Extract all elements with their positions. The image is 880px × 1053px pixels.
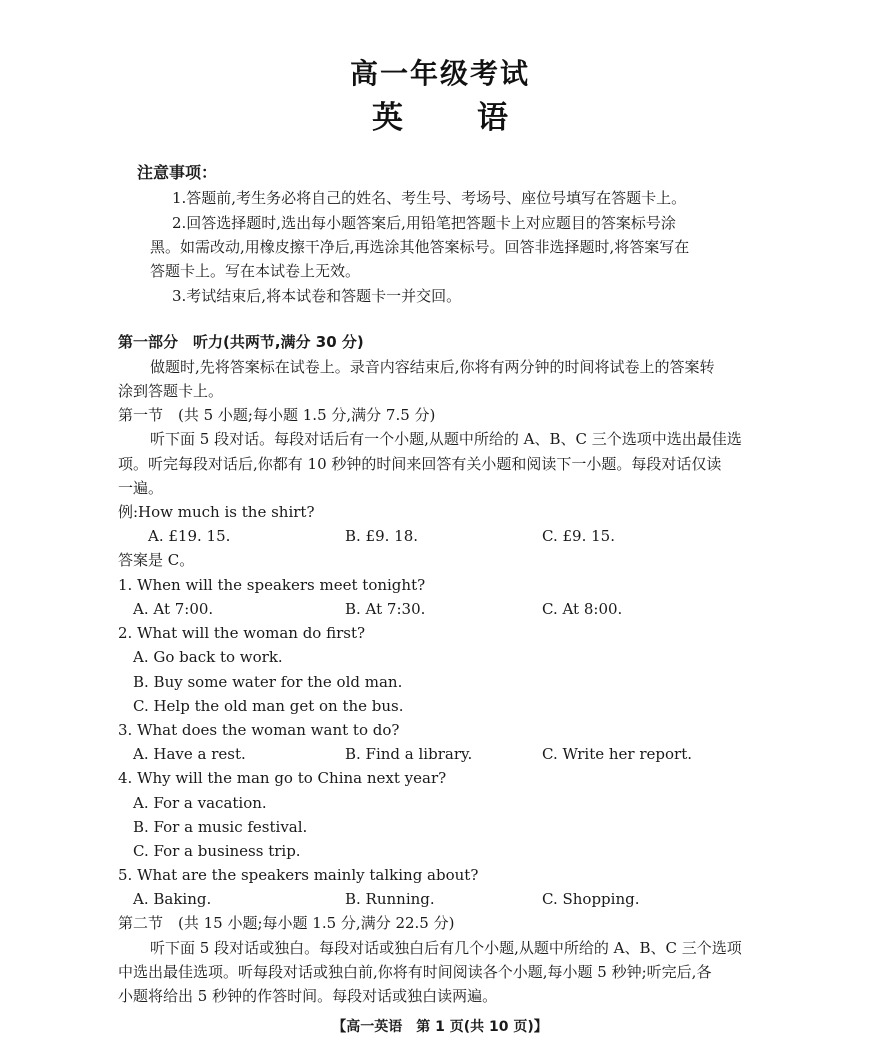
q5-option-c: C. Shopping. [542,890,640,908]
subject-title [0,92,880,137]
section1-intro: 听下面 5 段对话。每段对话后有一个小题,从题中所给的 A、B、C 三个选项中选出最佳选 [150,430,742,448]
example-option-a: A. £19. 15. [148,527,231,545]
notice-item: 3.考试结束后,将本试卷和答题卡一并交回。 [172,287,462,305]
part1-intro: 做题时,先将答案标在试卷上。录音内容结束后,你将有两分钟的时间将试卷上的答案转 [150,358,715,376]
subject-char-2: 语 [477,100,508,136]
part1-intro: 涂到答题卡上。 [118,382,224,400]
section2-intro: 小题将给出 5 秒钟的作答时间。每段对话或独白读两遍。 [118,987,498,1005]
q3-option-b: B. Find a library. [345,745,473,763]
section2-intro: 中选出最佳选项。听每段对话或独白前,你将有时间阅读各个小题,每小题 5 秒钟;听完后,各 [118,963,712,981]
q4-option-a: A. For a vacation. [133,794,267,812]
example-option-b: B. £9. 18. [345,527,419,545]
q1-option-c: C. At 8:00. [542,600,623,618]
part1-heading: 第一部分 听力(共两节,满分 30 分) [118,333,364,351]
q1-option-b: B. At 7:30. [345,600,426,618]
q3-option-a: A. Have a rest. [133,745,246,763]
q5-option-b: B. Running. [345,890,435,908]
question-3: 3. What does the woman want to do? [118,721,400,739]
question-5: 5. What are the speakers mainly talking about? [118,866,479,884]
notice-item: 1.答题前,考生务必将自己的姓名、考生号、考场号、座位号填写在答题卡上。 [172,189,687,207]
section2-intro: 听下面 5 段对话或独白。每段对话或独白后有几个小题,从题中所给的 A、B、C 三个选项 [150,939,742,957]
q4-option-b: B. For a music festival. [133,818,308,836]
example-answer: 答案是 C。 [118,551,195,569]
exam-title: 高一年级考试 [349,57,530,90]
notice-item: 2.回答选择题时,选出每小题答案后,用铅笔把答题卡上对应题目的答案标号涂 [172,214,676,232]
notice-item: 黑。如需改动,用橡皮擦干净后,再选涂其他答案标号。回答非选择题时,将答案写在 [150,238,690,256]
q2-option-b: B. Buy some water for the old man. [133,673,403,691]
question-2: 2. What will the woman do first? [118,624,366,642]
subject-char-1: 英 [372,100,403,136]
q2-option-a: A. Go back to work. [133,648,283,666]
notice-item: 答题卡上。写在本试卷上无效。 [150,262,361,280]
notice-heading: 注意事项： [137,163,218,182]
q4-option-c: C. For a business trip. [133,842,301,860]
q1-option-a: A. At 7:00. [133,600,214,618]
page-footer: 【高一英语 第 1 页(共 10 页)】 [332,1019,548,1035]
section1-intro: 一遍。 [118,479,164,497]
section1-heading: 第一节 (共 5 小题;每小题 1.5 分,满分 7.5 分) [118,406,436,424]
question-1: 1. When will the speakers meet tonight? [118,576,426,594]
question-4: 4. Why will the man go to China next year? [118,769,447,787]
example-option-c: C. £9. 15. [542,527,615,545]
section2-heading: 第二节 (共 15 小题;每小题 1.5 分,满分 22.5 分) [118,914,455,932]
q5-option-a: A. Baking. [133,890,212,908]
q3-option-c: C. Write her report. [542,745,692,763]
example-question: 例:How much is the shirt? [118,503,315,521]
section1-intro: 项。听完每段对话后,你都有 10 秒钟的时间来回答有关小题和阅读下一小题。每段对话仅读 [118,455,722,473]
q2-option-c: C. Help the old man get on the bus. [133,697,404,715]
